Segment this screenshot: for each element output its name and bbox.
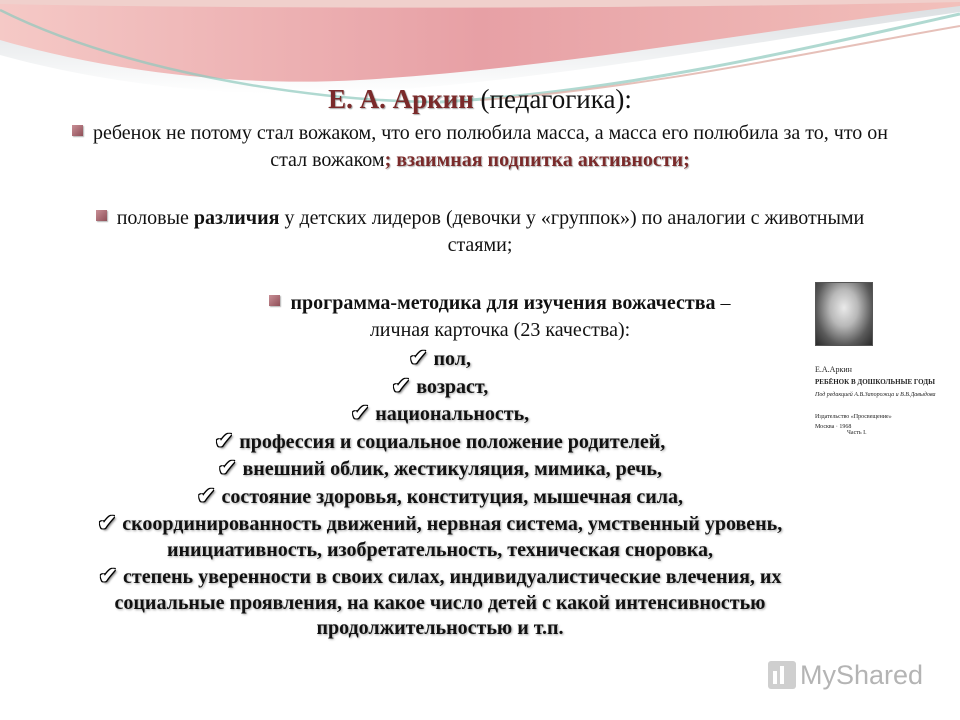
- quality-item: ✔ внешний облик, жестикуляция, мимика, речь,: [218, 455, 662, 480]
- checkmark-icon: ✔: [214, 427, 234, 453]
- point-1-text: ребенок не потому стал вожаком, что его полюбила масса, а масса его полюбила за то, что он стал вожаком: [92, 122, 889, 171]
- quality-item: ✔ профессия и социальное положение родителей,: [214, 427, 666, 453]
- author-portrait: [815, 282, 873, 346]
- checkmark-icon: ✔: [218, 455, 237, 480]
- quality-item: ✔ пол,: [409, 345, 471, 370]
- book-author: Е.А.Аркин: [815, 365, 852, 374]
- bullet-square-icon: [72, 125, 83, 136]
- checkmark-icon: ✔: [197, 482, 216, 508]
- point-1-highlight: ; взаимная подпитка активности;: [384, 149, 690, 171]
- book-publisher: Издательство «Просвещение»: [815, 414, 892, 420]
- checkmark-icon: ✔: [409, 345, 428, 370]
- slide-title: [0, 84, 960, 115]
- book-part: Часть I.: [847, 430, 867, 436]
- book-title: РЕБЁНОК В ДОШКОЛЬНЫЕ ГОДЫ: [815, 378, 935, 386]
- quality-item: ✔ возраст,: [391, 372, 489, 398]
- point-3-bold: программа-методика для изучения вожачества: [290, 292, 716, 314]
- point-3-dash: –: [715, 292, 731, 314]
- point-2-text-after: у детских лидеров (девочки у «группок») по аналогии с животными стаями;: [279, 207, 865, 256]
- title-author: Е. А. Аркин: [328, 84, 474, 114]
- book-cover-image: [775, 252, 960, 487]
- quality-item: ✔ степень уверенности в своих силах, индивидуалистические влечения, их социальные проявления, на какое число детей с какой интенсивностью продолжительностью и т.п.: [98, 563, 782, 639]
- myshared-logo-icon: [768, 661, 796, 689]
- point-2-text-before: половые: [116, 207, 194, 229]
- bullet-square-icon: [96, 210, 107, 221]
- title-subject: (педагогика):: [473, 84, 632, 114]
- quality-item: ✔ состояние здоровья, конституция, мышечная сила,: [197, 482, 683, 508]
- bullet-square-icon: [269, 295, 280, 306]
- point-gender-differences: [80, 205, 880, 259]
- checkmark-icon: ✔: [350, 400, 370, 425]
- point-leader-mass: [60, 120, 900, 174]
- checkmark-icon: ✔: [391, 372, 411, 398]
- point-3-line2: личная карточка (23 качества):: [369, 319, 631, 341]
- qualities-list: [80, 345, 800, 642]
- quality-item: ✔ скоординированность движений, нервная система, умственный уровень, инициативность, изобретательность, техническая сноровка,: [97, 510, 783, 561]
- checkmark-icon: ✔: [98, 563, 117, 588]
- watermark: [768, 657, 923, 693]
- checkmark-icon: ✔: [97, 510, 117, 535]
- point-2-bold: различия: [193, 207, 280, 229]
- book-editors: Под редакцией А.В.Запорожца и В.В.Давыдова: [815, 392, 936, 398]
- book-city-year: Москва · 1968: [815, 424, 852, 430]
- quality-item: ✔ национальность,: [350, 400, 530, 425]
- watermark-text: MyShared: [800, 659, 924, 690]
- point-methodology: [190, 290, 810, 344]
